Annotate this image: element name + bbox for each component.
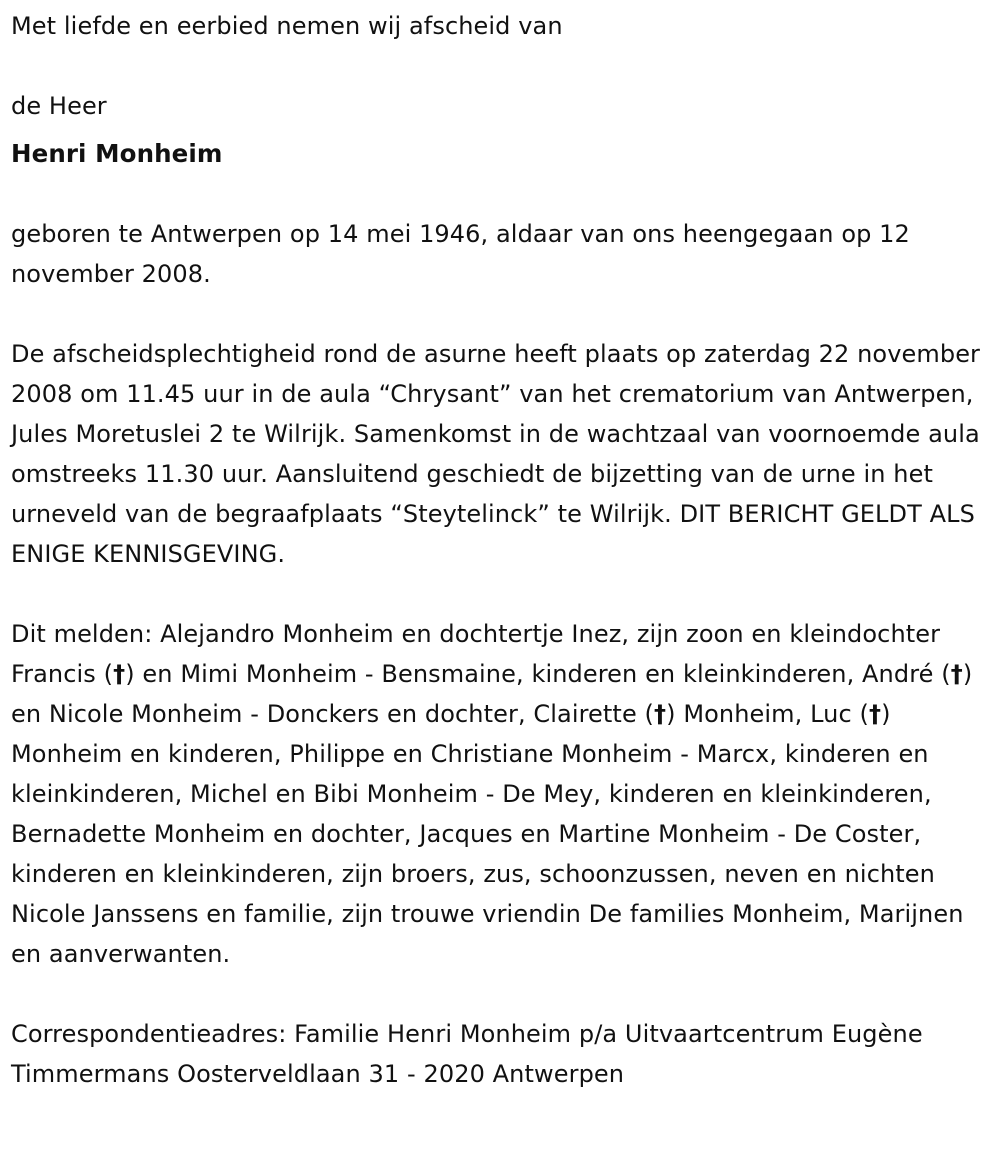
cross-icon: † [113,660,126,688]
family-paragraph [11,614,990,974]
spacer [11,46,990,86]
deceased-name: Henri Monheim [11,139,223,168]
family-text: ) en Mimi Monheim - Bensmaine, kinderen en kleinkinderen, André ( [125,660,951,688]
family-text: Dit melden: Alejandro Monheim en dochtertje Inez, zijn zoon en kleindochter Francis ( [11,620,941,688]
birth-death-paragraph: geboren te Antwerpen op 14 mei 1946, aldaar van ons heengegaan op 12 november 2008. [11,220,910,288]
cross-icon: † [654,700,667,728]
family-text: ) Monheim en kinderen, Philippe en Christiane Monheim - Marcx, kinderen en kleinkinderen, Michel en Bibi Monheim - De Mey, kinderen en kleinkinderen, Bernadette Monheim en dochter, Jacques en Martine Monheim - De Coster, kinderen en kleinkinderen, zijn broers, zus, schoonzussen, neven en nichten Nicole Janssens en familie, zijn trouwe vriendin De families Monheim, Marijnen en aanverwanten. [11,700,964,968]
spacer [11,174,990,214]
cross-icon: † [868,700,882,728]
spacer [11,294,990,334]
spacer [11,974,990,1014]
family-text: ) en Nicole Monheim - Donckers en dochter, Clairette ( [11,660,973,728]
spacer [11,574,990,614]
family-text: ) Monheim, Luc ( [666,700,869,728]
cross-icon: † [950,660,963,688]
ceremony-paragraph: De afscheidsplechtigheid rond de asurne heeft plaats op zaterdag 22 november 2008 om 11.45 uur in de aula “Chrysant” van het crematorium van Antwerpen, Jules Moretuslei 2 te Wilrijk. Samenkomst in de wachtzaal van voornoemde aula omstreeks 11.30 uur. Aansluitend geschiedt de bijzetting van de urne in het urneveld van de begraafplaats “Steytelinck” te Wilrijk. DIT BERICHT GELDT ALS ENIGE KENNISGEVING. [11,340,981,568]
intro-line: Met liefde en eerbied nemen wij afscheid van [11,12,563,40]
correspondence-address: Correspondentieadres: Familie Henri Monheim p/a Uitvaartcentrum Eugène Timmermans Oosterveldlaan 31 - 2020 Antwerpen [11,1020,923,1088]
spacer [11,126,990,134]
honorific: de Heer [11,92,107,120]
